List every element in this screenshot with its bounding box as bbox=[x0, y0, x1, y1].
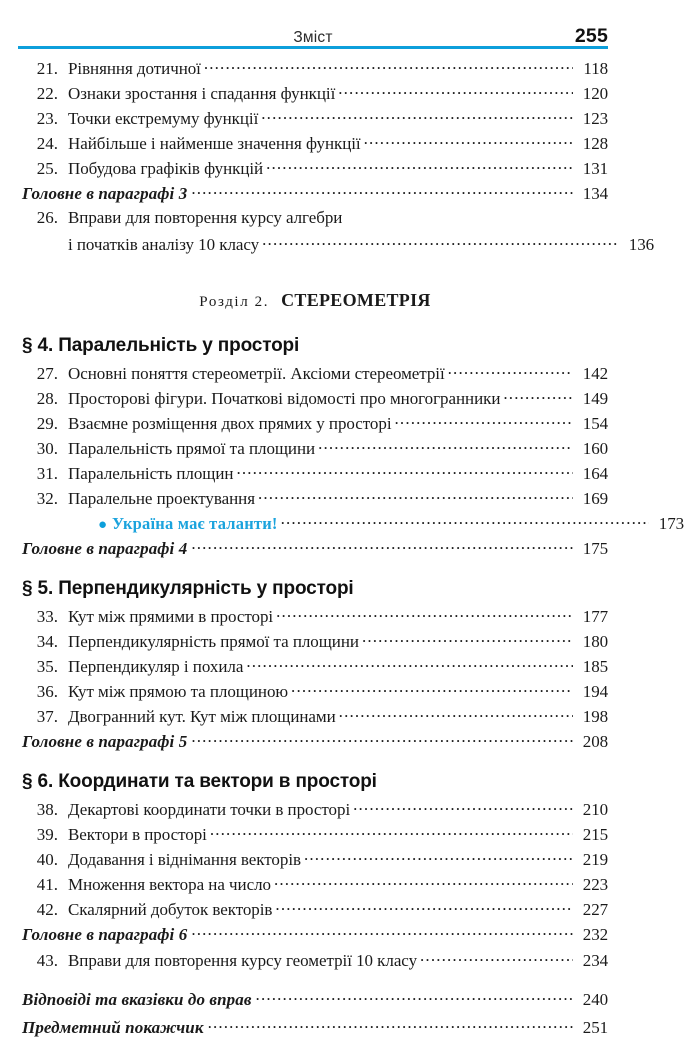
entry-number: 28. bbox=[36, 389, 58, 408]
toc-entry[interactable] bbox=[22, 706, 608, 731]
toc-entry[interactable] bbox=[22, 950, 608, 975]
toc-entry-line1 bbox=[22, 209, 608, 234]
dot-leader bbox=[318, 438, 573, 454]
entry-page: 215 bbox=[582, 825, 608, 844]
entry-number: 42. bbox=[36, 900, 58, 919]
toc-summary-entry[interactable] bbox=[22, 183, 608, 209]
entry-number: 23. bbox=[36, 109, 58, 128]
running-head-title: Зміст bbox=[293, 28, 333, 46]
toc-entry[interactable] bbox=[22, 849, 608, 874]
entry-label: Ознаки зростання і спадання функції bbox=[68, 84, 336, 103]
entry-label: Вектори в просторі bbox=[68, 825, 207, 844]
entry-label: Скалярний добуток векторів bbox=[68, 900, 273, 919]
section-heading-5: § 5. Перпендикулярність у просторі bbox=[22, 578, 354, 599]
entry-page: 227 bbox=[582, 900, 608, 919]
entry-number: 29. bbox=[36, 414, 58, 433]
dot-leader bbox=[338, 83, 573, 99]
entry-label: Просторові фігури. Початкові відомості про многогранники bbox=[68, 389, 501, 408]
entry-page: 210 bbox=[582, 800, 608, 819]
entry-number: 31. bbox=[36, 464, 58, 483]
toc-entry[interactable] bbox=[22, 799, 608, 824]
summary-page: 232 bbox=[582, 925, 608, 944]
dot-leader bbox=[353, 799, 573, 815]
entry-number: 37. bbox=[36, 707, 58, 726]
entry-label: Декартові координати точки в просторі bbox=[68, 800, 351, 819]
spacer bbox=[22, 757, 608, 767]
toc-summary-entry[interactable] bbox=[22, 924, 608, 950]
entry-label: Паралельність прямої та площини bbox=[68, 439, 316, 458]
entry-number: 38. bbox=[36, 800, 58, 819]
toc-entry[interactable] bbox=[22, 438, 608, 463]
dot-leader bbox=[364, 133, 573, 149]
spacer bbox=[22, 564, 608, 574]
header-rule bbox=[18, 46, 608, 49]
toc-entry[interactable] bbox=[22, 488, 608, 513]
toc-summary-entry[interactable] bbox=[22, 538, 608, 564]
entry-page: 149 bbox=[582, 389, 608, 408]
entry-label: Точки екстремуму функції bbox=[68, 109, 259, 128]
entry-number: 40. bbox=[36, 850, 58, 869]
part-heading bbox=[22, 285, 608, 315]
entry-number: 26. bbox=[36, 208, 58, 227]
entry-label: Побудова графіків функцій bbox=[68, 159, 264, 178]
toc-entry[interactable] bbox=[22, 631, 608, 656]
backmatter-label: Предметний покажчик bbox=[22, 1018, 204, 1037]
entry-number: 22. bbox=[36, 84, 58, 103]
entry-page: 154 bbox=[582, 414, 608, 433]
entry-label: Паралельність площин bbox=[68, 464, 234, 483]
toc-entry[interactable] bbox=[22, 656, 608, 681]
entry-page: 118 bbox=[583, 59, 608, 78]
summary-page: 134 bbox=[582, 184, 608, 203]
toc-entry[interactable] bbox=[22, 824, 608, 849]
entry-number: 33. bbox=[36, 607, 58, 626]
page-number: 255 bbox=[574, 24, 608, 47]
entry-page: 185 bbox=[582, 657, 608, 676]
entry-label: Перпендикулярність прямої та площини bbox=[68, 632, 359, 651]
toc-entry[interactable] bbox=[22, 133, 608, 158]
entry-page: 180 bbox=[582, 632, 608, 651]
toc-summary-entry[interactable] bbox=[22, 731, 608, 757]
dot-leader bbox=[191, 183, 573, 199]
entry-number: 41. bbox=[36, 875, 58, 894]
dot-leader bbox=[191, 538, 573, 554]
entry-page: 136 bbox=[628, 235, 654, 254]
section-heading-4: § 4. Паралельність у просторі bbox=[22, 335, 300, 356]
entry-label: Паралельне проектування bbox=[68, 489, 255, 508]
summary-label: Головне в параграфі 6 bbox=[22, 925, 188, 944]
entry-label: Вправи для повторення курсу геометрії 10 класу bbox=[68, 951, 418, 970]
dot-leader bbox=[339, 706, 573, 722]
entry-page: 194 bbox=[582, 682, 608, 701]
bullet-page: 173 bbox=[658, 514, 684, 533]
dot-leader bbox=[266, 158, 573, 174]
bullet-label: Україна має таланти! bbox=[112, 514, 278, 533]
dot-leader bbox=[261, 108, 573, 124]
entry-label-line1: Вправи для повторення курсу алгебри bbox=[68, 208, 343, 227]
dot-leader bbox=[258, 488, 573, 504]
summary-label: Головне в параграфі 3 bbox=[22, 184, 188, 203]
toc-entry[interactable] bbox=[22, 463, 608, 488]
summary-label: Головне в параграфі 4 bbox=[22, 539, 188, 558]
entry-page: 123 bbox=[582, 109, 608, 128]
toc-entry[interactable] bbox=[22, 158, 608, 183]
toc-entry-multiline[interactable] bbox=[22, 208, 654, 259]
spacer bbox=[22, 315, 608, 331]
toc-entry[interactable] bbox=[22, 681, 608, 706]
dot-leader bbox=[246, 656, 573, 672]
part-title: СТЕРЕОМЕТРІЯ bbox=[281, 290, 431, 310]
entry-label-line2: і початків аналізу 10 класу bbox=[68, 235, 260, 254]
backmatter-page: 240 bbox=[582, 990, 608, 1009]
backmatter-entry-answers[interactable] bbox=[22, 989, 608, 1017]
entry-label: Додавання і віднімання векторів bbox=[68, 850, 301, 869]
part-label: Розділ 2. bbox=[199, 294, 270, 310]
dot-leader bbox=[362, 631, 573, 647]
entry-number: 25. bbox=[36, 159, 58, 178]
dot-leader bbox=[204, 58, 573, 74]
entry-number: 34. bbox=[36, 632, 58, 651]
dot-leader bbox=[395, 413, 573, 429]
toc-group-algebra-tail bbox=[22, 58, 608, 183]
entry-page: 219 bbox=[582, 850, 608, 869]
entry-label: Двогранний кут. Кут між площинами bbox=[68, 707, 336, 726]
entry-page: 223 bbox=[582, 875, 608, 894]
summary-page: 208 bbox=[582, 732, 608, 751]
dot-leader bbox=[256, 989, 573, 1005]
entry-page: 131 bbox=[582, 159, 608, 178]
entry-label: Множення вектора на число bbox=[68, 875, 271, 894]
entry-label: Основні поняття стереометрії. Аксіоми стереометрії bbox=[68, 364, 445, 383]
spacer bbox=[22, 975, 608, 989]
entry-page: 142 bbox=[582, 364, 608, 383]
toc-entry[interactable] bbox=[22, 388, 608, 413]
entry-page: 164 bbox=[582, 464, 608, 483]
bullet-icon: ● bbox=[98, 517, 108, 533]
dot-leader bbox=[276, 606, 573, 622]
spacer bbox=[22, 259, 608, 285]
toc-entry[interactable] bbox=[22, 899, 608, 924]
entry-number: 21. bbox=[36, 59, 58, 78]
entry-page: 177 bbox=[582, 607, 608, 626]
entry-number: 36. bbox=[36, 682, 58, 701]
entry-label: Кут між прямою та площиною bbox=[68, 682, 289, 701]
entry-number: 27. bbox=[36, 364, 58, 383]
running-head bbox=[18, 17, 608, 45]
dot-leader bbox=[191, 924, 573, 940]
dot-leader bbox=[503, 388, 573, 404]
toc-entry[interactable] bbox=[22, 363, 608, 388]
toc-bullet-entry[interactable] bbox=[22, 513, 684, 538]
toc-entry[interactable] bbox=[22, 413, 608, 438]
entry-number: 32. bbox=[36, 489, 58, 508]
entry-label: Перпендикуляр і похила bbox=[68, 657, 244, 676]
summary-label: Головне в параграфі 5 bbox=[22, 732, 188, 751]
toc-entry[interactable] bbox=[22, 606, 608, 631]
entry-number: 43. bbox=[36, 951, 58, 970]
entry-page: 234 bbox=[582, 951, 608, 970]
backmatter-page: 251 bbox=[582, 1018, 608, 1037]
dot-leader bbox=[420, 950, 573, 966]
toc-entry[interactable] bbox=[22, 108, 608, 133]
entry-number: 39. bbox=[36, 825, 58, 844]
dot-leader bbox=[448, 363, 573, 379]
dot-leader bbox=[274, 874, 573, 890]
dot-leader bbox=[208, 1017, 573, 1033]
dot-leader bbox=[281, 513, 649, 529]
entry-label: Кут між прямими в просторі bbox=[68, 607, 274, 626]
entry-page: 160 bbox=[582, 439, 608, 458]
entry-label: Найбільше і найменше значення функції bbox=[68, 134, 361, 153]
dot-leader bbox=[275, 899, 573, 915]
toc-entry-line2 bbox=[22, 234, 654, 259]
entry-page: 128 bbox=[582, 134, 608, 153]
entry-label: Рівняння дотичної bbox=[68, 59, 201, 78]
dot-leader bbox=[291, 681, 573, 697]
dot-leader bbox=[210, 824, 573, 840]
toc-entry[interactable] bbox=[22, 874, 608, 899]
entry-page: 169 bbox=[582, 489, 608, 508]
entry-number: 35. bbox=[36, 657, 58, 676]
dot-leader bbox=[236, 463, 573, 479]
toc-body bbox=[22, 58, 684, 1045]
entry-number: 24. bbox=[36, 134, 58, 153]
backmatter-label: Відповіді та вказівки до вправ bbox=[22, 990, 252, 1009]
entry-number: 30. bbox=[36, 439, 58, 458]
dot-leader bbox=[262, 234, 619, 250]
toc-entry[interactable] bbox=[22, 83, 608, 108]
summary-page: 175 bbox=[582, 539, 608, 558]
dot-leader bbox=[304, 849, 573, 865]
entry-page: 120 bbox=[582, 84, 608, 103]
dot-leader bbox=[191, 731, 573, 747]
backmatter-entry-index[interactable] bbox=[22, 1017, 608, 1045]
entry-label: Взаємне розміщення двох прямих у просторі bbox=[68, 414, 392, 433]
entry-page: 198 bbox=[582, 707, 608, 726]
section-heading-6: § 6. Координати та вектори в просторі bbox=[22, 771, 377, 792]
toc-entry[interactable] bbox=[22, 58, 608, 83]
